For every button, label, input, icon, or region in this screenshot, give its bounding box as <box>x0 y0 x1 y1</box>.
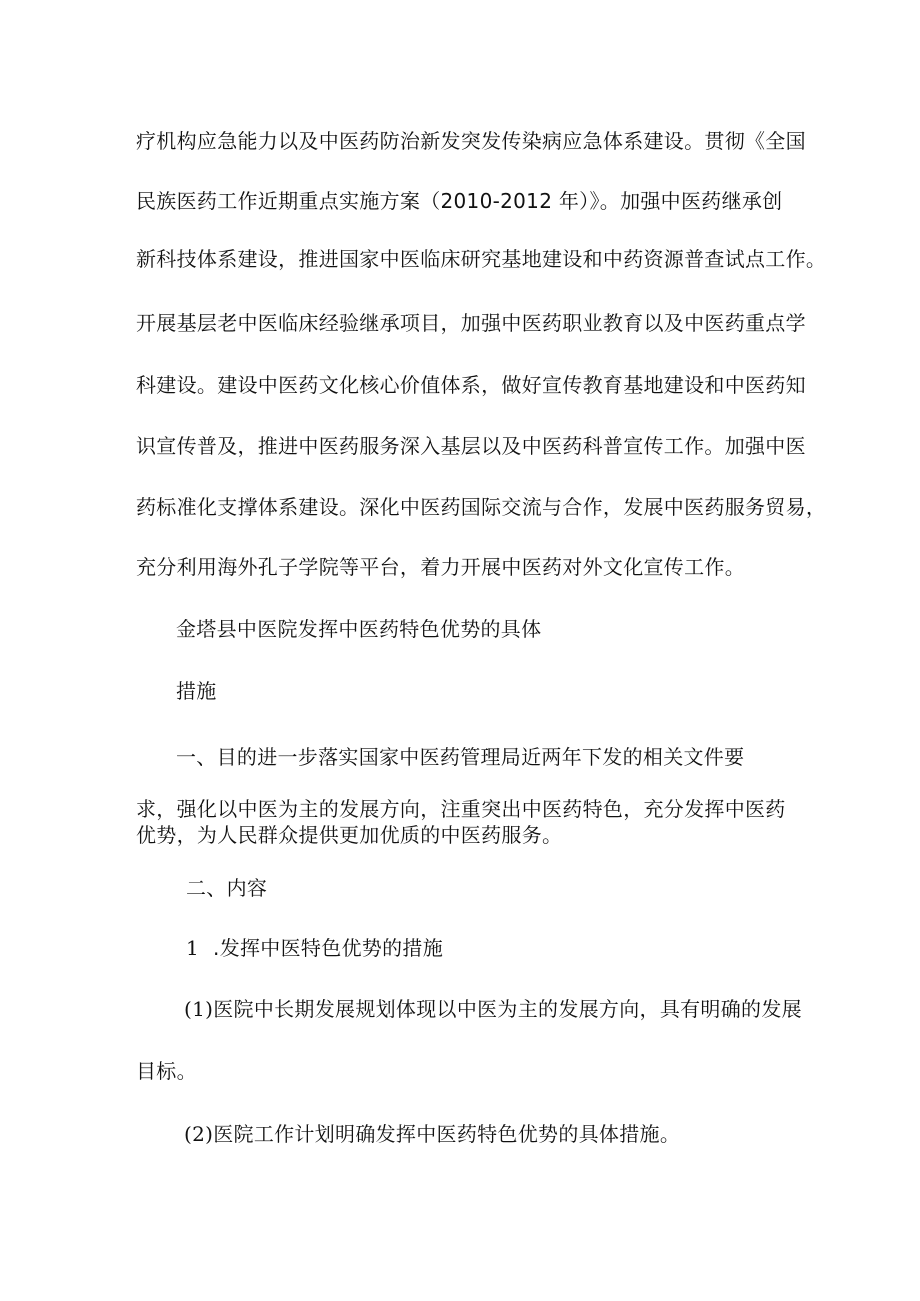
paragraph-line: 民族医药工作近期重点实施方案（2010-2012 年）》。加强中医药继承创 <box>136 189 783 213</box>
paragraph-line: 新科技体系建设，推进国家中医临床研究基地建设和中药资源普查试点工作。 <box>136 247 827 271</box>
paragraph-line: 药标准化支撑体系建设。深化中医药国际交流与合作，发展中医药服务贸易， <box>136 495 827 519</box>
sub-item-1-continuation: 目标。 <box>136 1059 197 1083</box>
sub-item-2-text: 医院工作计划明确发挥中医药特色优势的具体措施。 <box>213 1122 681 1146</box>
section-1-heading: 一、目的进一步落实国家中医药管理局近两年下发的相关文件要 <box>176 745 745 769</box>
paragraph-line: 识宣传普及，推进中医药服务深入基层以及中医药科普宣传工作。加强中医 <box>136 434 806 458</box>
paragraph-line: 科建设。建设中医药文化核心价值体系，做好宣传教育基地建设和中医药知 <box>136 373 806 397</box>
sub-item-1-text: 医院中长期发展规划体现以中医为主的发展方向，具有明确的发展 <box>213 997 802 1021</box>
item-1-number: 1 <box>186 936 200 960</box>
section-1-line: 求，强化以中医为主的发展方向，注重突出中医药特色，充分发挥中医药 <box>136 797 786 821</box>
sub-item-1 <box>184 996 802 1022</box>
section-1-line: 优势，为人民群众提供更加优质的中医药服务。 <box>136 823 563 847</box>
document-title-line-1: 金塔县中医院发挥中医药特色优势的具体 <box>176 617 542 641</box>
sub-item-1-number: (1) <box>184 997 214 1021</box>
item-1-text: .发挥中医特色优势的措施 <box>213 936 443 960</box>
sub-item-2 <box>184 1121 680 1147</box>
sub-item-2-number: (2) <box>184 1122 214 1146</box>
paragraph-line: 开展基层老中医临床经验继承项目，加强中医药职业教育以及中医药重点学 <box>136 311 806 335</box>
document-title-line-2: 措施 <box>176 679 217 703</box>
section-2-heading: 二、内容 <box>186 876 268 900</box>
paragraph-line: 疗机构应急能力以及中医药防治新发突发传染病应急体系建设。贯彻《全国 <box>136 129 806 153</box>
item-1 <box>186 935 443 961</box>
paragraph-line: 充分利用海外孔子学院等平台，着力开展中医药对外文化宣传工作。 <box>136 555 745 579</box>
